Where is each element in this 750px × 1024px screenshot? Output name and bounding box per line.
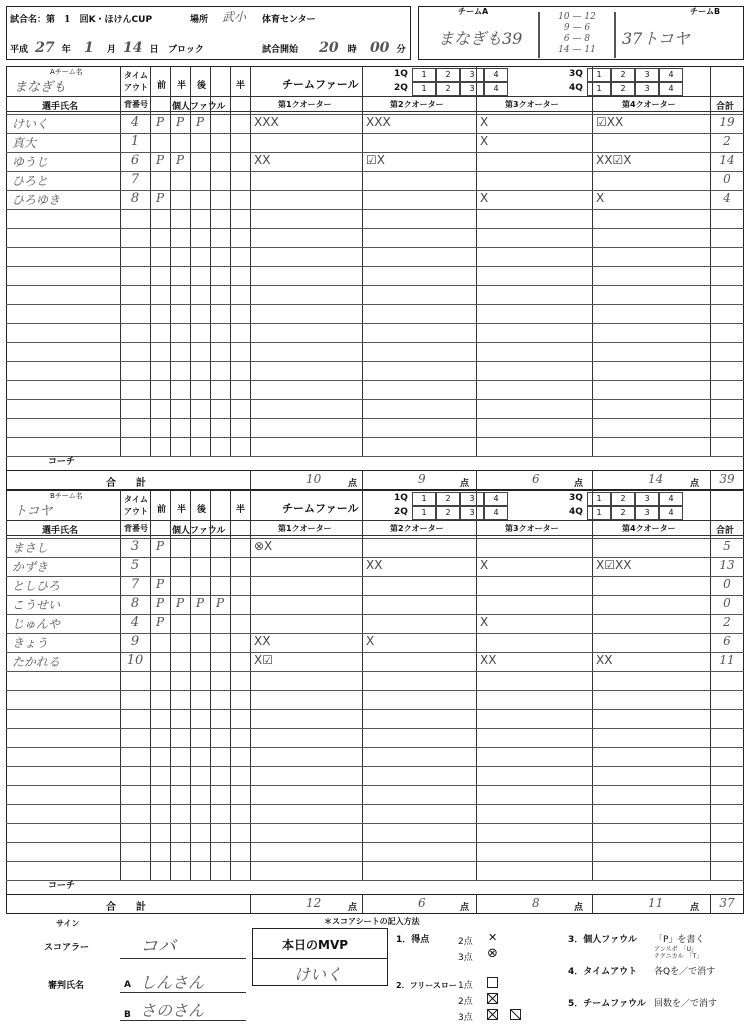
teamB-player-name: たかれる (12, 655, 61, 669)
teamB-team-foul-cell: 2 (611, 506, 635, 520)
teamB-team-foul-cell: 4 (659, 506, 683, 520)
teamB-team-foul-cell: 3 (460, 492, 484, 506)
teamA-sum-vline (476, 470, 477, 490)
teamA-after: 後 (197, 81, 207, 91)
teamA-player-foul: P (175, 153, 185, 167)
teamB-col-foul: 個人ファウル (172, 526, 226, 536)
teamB-vline (190, 490, 191, 880)
teamA-team-name: まなぎも (14, 80, 67, 95)
teamB-hline (6, 804, 744, 805)
ref-a-name: しんさん (140, 973, 205, 992)
teamA-hline (6, 171, 744, 172)
teamB-sum-unit: 点 (574, 903, 584, 913)
teamA-hline (6, 361, 744, 362)
teamB-col-q4: 第4クオーター (622, 524, 676, 533)
teamA-player-total: 4 (723, 191, 731, 205)
teamB-score-q3: X (480, 615, 489, 629)
teamA-player-total: 0 (723, 172, 731, 186)
teamB-before: 前 (157, 505, 167, 515)
ft-2pt-box (487, 993, 498, 1004)
teamA-player-number: 4 (130, 115, 140, 130)
teamB-score-q1: XX (254, 634, 271, 648)
teamB-hline (6, 595, 744, 596)
teamA-timeout-label: タイム アウト (124, 71, 148, 92)
teamB-player-total: 2 (723, 615, 731, 629)
teamA-team-foul-cell: 3 (460, 68, 484, 82)
block-label: ブロック (168, 45, 204, 55)
teamB-team-foul-cell: 1 (412, 506, 436, 520)
teamB-sum-value: 11 (648, 896, 664, 910)
teamB-team-foul-cell: 2 (611, 492, 635, 506)
teamA-player-total: 14 (719, 153, 735, 167)
teamA-sum-vline (592, 470, 593, 490)
teamB-team-foul-cell: 3 (460, 506, 484, 520)
teamB-score-q4: XX (596, 653, 613, 667)
teamA-player-name: ゆうじ (12, 155, 49, 169)
teamB-sum-vline (250, 894, 251, 914)
teamB-hline (6, 538, 744, 539)
teamA-player-total: 2 (723, 134, 731, 148)
teamA-score-q4: X (596, 191, 605, 205)
howto-3-desc: 「P」を書く (654, 935, 705, 945)
teamB-col-total: 合計 (716, 526, 735, 536)
teamB-team-foul-cell: 2 (436, 492, 460, 506)
teamB-score-q2: XX (366, 558, 383, 572)
teamB-hline (6, 747, 744, 748)
teamA-col-q3: 第3クオーター (505, 100, 559, 109)
teamB-foul-q12: 1Q 2Q (394, 493, 408, 517)
teamA-hline (6, 285, 744, 286)
howto-4-desc: 各Qを／で消す (654, 967, 716, 977)
teamB-sum-vline (476, 894, 477, 914)
teamB-player-number: 8 (130, 596, 140, 611)
teamB-player-total: 0 (723, 577, 731, 591)
teamA-col-q2: 第2クオーター (390, 100, 444, 109)
teamA-hline (6, 228, 744, 229)
q-score-1: 10 — 12 (558, 12, 596, 22)
teamB-hline (6, 633, 744, 634)
teamA-col-number: 背番号 (124, 100, 148, 109)
teamB-hline (6, 690, 744, 691)
teamA-hline (6, 323, 744, 324)
teamB-player-name: としひろ (12, 579, 61, 593)
teamA-hline (6, 342, 744, 343)
teamB-player-number: 5 (130, 558, 140, 573)
teamA-team-foul-cell: 2 (611, 68, 635, 82)
teamB-player-number: 7 (130, 577, 140, 592)
start-row: 試合開始 20 時 00 分 (262, 40, 406, 56)
howto-2-3pt: 3点 (458, 1013, 473, 1023)
teamB-team-foul-cell: 1 (587, 492, 611, 506)
teamB-col-q1: 第1クオーター (278, 524, 332, 533)
teamA-sum-vline (250, 470, 251, 490)
teamA-sum-label: 合 計 (106, 478, 146, 489)
howto-1-2pt: 2点 (458, 937, 473, 947)
teamB-player-name: じゅんや (12, 617, 61, 631)
quarter-bracket (538, 12, 616, 58)
teamB-sum-unit: 点 (690, 903, 700, 913)
teamA-col-foul: 個人ファウル (172, 102, 226, 112)
teamB-player-name: かずき (12, 560, 49, 574)
teamA-team-foul-cell: 3 (635, 82, 659, 96)
teamA-score-q1: XXX (254, 115, 279, 129)
mvp-name: けいく (294, 965, 343, 984)
teamA-score-q1: XX (254, 153, 271, 167)
teamA-team-foul-cell: 2 (436, 82, 460, 96)
teamA-team-foul-cell: 1 (587, 68, 611, 82)
teamB-player-total: 6 (723, 634, 731, 648)
howto-3-sub1: アンスポ 「U」 (654, 946, 697, 953)
teamB-team-foul-cell: 1 (587, 506, 611, 520)
teamA-foul-q34: 3Q 4Q (569, 69, 583, 93)
ref-a-prefix: A (124, 980, 131, 990)
teamB-player-total: 0 (723, 596, 731, 610)
teamB-player-name: こうせい (12, 598, 61, 612)
teamA-player-name: けいく (12, 117, 49, 131)
teamB-half2: 半 (236, 505, 246, 515)
teamB-player-total: 13 (719, 558, 735, 572)
teamA-sum-value: 10 (306, 472, 322, 486)
teamA-player-number: 7 (130, 172, 140, 187)
teamA-half2: 半 (236, 81, 246, 91)
sign-label: サイン (56, 919, 80, 928)
teamB-team-foul-cell: 2 (436, 506, 460, 520)
teamA-hline (6, 133, 744, 134)
teamB-player-number: 4 (130, 615, 140, 630)
teamA-col-q1: 第1クオーター (278, 100, 332, 109)
teamA-vline (210, 66, 211, 456)
teamA-col-player: 選手氏名 (42, 102, 79, 112)
teamB-hline (6, 880, 744, 881)
teamA-sum-vline (362, 470, 363, 490)
teamA-hline (6, 190, 744, 191)
mvp-label: 本日のMVP (282, 938, 349, 952)
teamA-team-label: Aチーム名 (50, 68, 83, 76)
teamA-hline (6, 437, 744, 438)
teamB-team-foul-cell: 3 (635, 492, 659, 506)
teamB-player-number: 3 (130, 539, 140, 554)
teamA-score-q3: X (480, 134, 489, 148)
teamA-team-foul-cell: 4 (484, 68, 508, 82)
teamA-hline (6, 380, 744, 381)
teamB-team-foul-cell: 3 (635, 506, 659, 520)
teamB-hline (6, 842, 744, 843)
howto-5: 5．チームファウル (568, 999, 646, 1009)
teamA-sum-unit: 点 (348, 479, 358, 489)
place-label: 場所 (190, 15, 209, 25)
teamB-coach-label: コーチ (48, 881, 76, 891)
teamB-team-foul-cell: 4 (659, 492, 683, 506)
teamB-score-q3: X (480, 558, 489, 572)
teamB-hline (6, 671, 744, 672)
howto-1-3pt-mark: ⊗ (487, 946, 498, 961)
teamB-hline (6, 652, 744, 653)
teamA-sum-unit: 点 (574, 479, 584, 489)
teamB-player-total: 5 (723, 539, 731, 553)
teamA-player-foul: P (195, 115, 205, 129)
teamA-vline (250, 66, 251, 456)
ref-b-name: さのさん (140, 1001, 205, 1020)
howto-2: 2．フリースロー (396, 981, 457, 990)
teamA-hline (6, 456, 744, 457)
teamA-vline (476, 66, 477, 456)
teamB-sum-value: 12 (306, 896, 322, 910)
teamB-player-name: まさし (12, 541, 49, 555)
teamA-score-q3: X (480, 191, 489, 205)
teamA-team-foul-cell: 4 (484, 82, 508, 96)
howto-1: 1．得点 (396, 935, 430, 945)
howto-title: ＊スコアシートの記入方法 (324, 917, 420, 926)
teamA-label: チームA (458, 7, 489, 16)
teamB-col-q3: 第3クオーター (505, 524, 559, 533)
teamB-player-foul: P (155, 596, 165, 610)
teamB-score-q2: X (366, 634, 375, 648)
teamA-team-foul-cell: 3 (460, 82, 484, 96)
teamB-score-q1: ⊗X (254, 539, 273, 553)
date-row: 平成 27 年 1 月 14 日 (10, 40, 159, 56)
teamA-score-q2: XXX (366, 115, 391, 129)
teamB-player-foul: P (155, 615, 165, 629)
place-name: 体育センター (262, 15, 316, 25)
referee-label: 審判氏名 (48, 981, 85, 991)
teamB-foul-q34: 3Q 4Q (569, 493, 583, 517)
scorer-label: スコアラー (44, 943, 90, 953)
teamB-col-number: 背番号 (124, 524, 148, 533)
teamA-team-foul-cell: 2 (436, 68, 460, 82)
teamB-team-foul-label: チームファール (282, 502, 359, 515)
howto-3: 3．個人ファウル (568, 935, 637, 945)
ref-b-prefix: B (124, 1010, 131, 1020)
scorer-line (120, 958, 246, 959)
teamB-vline (250, 490, 251, 880)
teamA-score-q4: XX☑X (596, 153, 632, 167)
teamA-player-foul: P (155, 191, 165, 205)
teamA-hline (6, 209, 744, 210)
teamB-sum-label: 合 計 (106, 902, 146, 913)
ft-1pt-box (487, 977, 498, 988)
teamA-player-foul: P (175, 115, 185, 129)
howto-2-1pt: 1点 (458, 981, 473, 991)
teamB-team-foul-cell: 4 (484, 492, 508, 506)
teamB-hline (6, 785, 744, 786)
ft-3pt-box-b (510, 1009, 521, 1020)
teamA-player-name: ひろと (12, 174, 49, 188)
teamB-grand-total: 37 (719, 896, 735, 910)
howto-2-2pt: 2点 (458, 997, 473, 1007)
teamA-before: 前 (157, 81, 167, 91)
teamB-player-foul: P (175, 596, 185, 610)
howto-3-sub2: テクニカル 「T」 (654, 953, 703, 960)
teamA-hline (6, 247, 744, 248)
teamA-player-name: 真大 (12, 136, 37, 150)
teamB-sum-vline (592, 894, 593, 914)
teamB-team-foul-cell: 4 (484, 506, 508, 520)
teamB-hline (6, 728, 744, 729)
teamB-name: 37トコヤ (622, 29, 690, 48)
teamB-vline (592, 490, 593, 880)
teamA-team-foul-cell: 4 (659, 82, 683, 96)
teamB-player-foul: P (155, 577, 165, 591)
teamB-player-number: 10 (126, 653, 144, 668)
teamB-vline (476, 490, 477, 880)
scorer-name: コバ (140, 936, 176, 957)
teamA-sum-value: 14 (648, 472, 664, 486)
teamB-vline (230, 490, 231, 880)
howto-1-2pt-mark: ✕ (488, 931, 498, 944)
teamA-player-number: 8 (130, 191, 140, 206)
teamA-team-foul-cell: 1 (412, 68, 436, 82)
teamB-section (6, 490, 744, 914)
teamA-hline (6, 304, 744, 305)
game-label: 試合名：第 1 回K・ほけんCUP (10, 15, 153, 25)
teamB-vline (170, 490, 171, 880)
teamB-sum-unit: 点 (348, 903, 358, 913)
teamA-team-foul-cell: 1 (587, 82, 611, 96)
teamB-sum-vline (362, 894, 363, 914)
teamA-score-q2: ☑X (366, 153, 385, 167)
howto-4: 4．タイムアウト (568, 967, 638, 977)
mvp-divider (252, 958, 388, 959)
q-score-2: 9 — 6 (563, 23, 591, 33)
teamB-sum-value: 6 (418, 896, 426, 910)
teamA-sum-unit: 点 (690, 479, 700, 489)
teamA-score-q3: X (480, 115, 489, 129)
teamA-player-total: 19 (719, 115, 735, 129)
teamB-team-name: トコヤ (14, 504, 53, 519)
teamA-score-q4: ☑XX (596, 115, 624, 129)
teamB-player-foul: P (195, 596, 205, 610)
teamA-vline (230, 66, 231, 456)
teamB-hline (6, 614, 744, 615)
teamA-team-foul-cell: 3 (635, 68, 659, 82)
teamA-player-foul: P (155, 153, 165, 167)
teamA-grand-total: 39 (719, 472, 735, 486)
teamB-col-q2: 第2クオーター (390, 524, 444, 533)
teamB-player-foul: P (215, 596, 225, 610)
teamB-player-name: きょう (12, 636, 49, 650)
teamA-coach-label: コーチ (48, 457, 76, 467)
teamB-vline (210, 490, 211, 880)
teamB-hline (6, 861, 744, 862)
teamA-vline (362, 66, 363, 456)
teamB-player-number: 9 (130, 634, 140, 649)
ft-3pt-box-a (487, 1009, 498, 1020)
teamA-player-foul: P (155, 115, 165, 129)
teamB-col-player: 選手氏名 (42, 526, 79, 536)
teamA-vline (592, 66, 593, 456)
teamA-team-foul-cell: 2 (611, 82, 635, 96)
teamA-sum-unit: 点 (460, 479, 470, 489)
teamA-sum-value: 6 (532, 472, 540, 486)
teamA-player-name: ひろゆき (12, 193, 61, 207)
teamA-col-total: 合計 (716, 102, 735, 112)
teamB-player-total: 11 (719, 653, 735, 667)
teamB-vline (362, 490, 363, 880)
ref-b-line (120, 1020, 246, 1021)
ref-a-line (120, 992, 246, 993)
teamB-team-foul-cell: 1 (412, 492, 436, 506)
teamB-player-foul: P (155, 539, 165, 553)
teamB-after: 後 (197, 505, 207, 515)
teamA-col-q4: 第4クオーター (622, 100, 676, 109)
teamB-label: チームB (690, 7, 721, 16)
teamB-hline (6, 709, 744, 710)
teamA-team-foul-cell: 4 (659, 68, 683, 82)
teamB-sum-value: 8 (532, 896, 540, 910)
teamA-foul-q12: 1Q 2Q (394, 69, 408, 93)
teamA-section (6, 66, 744, 490)
q-score-4: 14 — 11 (558, 45, 596, 55)
teamB-score-q3: XX (480, 653, 497, 667)
teamA-sum-value: 9 (418, 472, 426, 486)
teamA-half: 半 (177, 81, 187, 91)
howto-5-desc: 回数を／で消す (654, 999, 718, 1009)
teamB-hline (6, 823, 744, 824)
howto-1-3pt: 3点 (458, 953, 473, 963)
teamB-score-q1: X☑ (254, 653, 273, 667)
q-score-3: 6 — 8 (563, 34, 591, 44)
teamA-hline (6, 266, 744, 267)
teamB-timeout-label: タイム アウト (124, 495, 148, 516)
teamA-hline (6, 399, 744, 400)
teamB-half: 半 (177, 505, 187, 515)
teamA-player-number: 1 (130, 134, 140, 149)
place-hand: 武小 (222, 10, 247, 24)
teamB-hline (6, 576, 744, 577)
teamA-team-foul-label: チームファール (282, 78, 359, 91)
teamA-team-foul-cell: 1 (412, 82, 436, 96)
teamA-player-number: 6 (130, 153, 140, 168)
teamB-team-label: Bチーム名 (50, 492, 83, 500)
teamB-hline (6, 766, 744, 767)
teamA-name: まなぎも39 (438, 29, 523, 48)
teamA-hline (6, 418, 744, 419)
teamB-score-q4: X☑XX (596, 558, 632, 572)
teamB-sum-unit: 点 (460, 903, 470, 913)
